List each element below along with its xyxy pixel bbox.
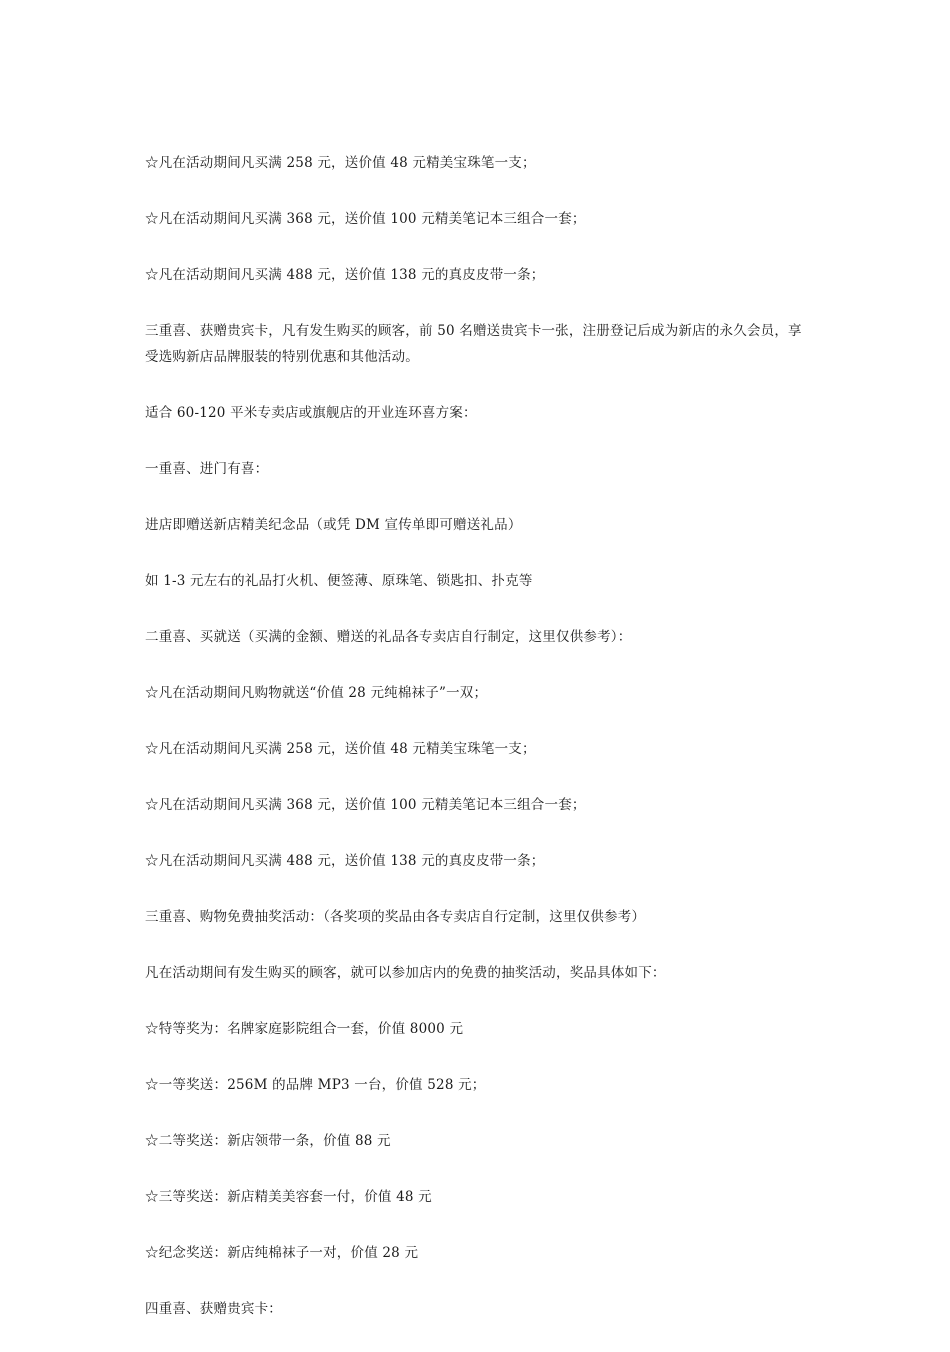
entry-gift-paragraph: 进店即赠送新店精美纪念品（或凭 DM 宣传单即可赠送礼品） — [145, 517, 522, 533]
prize-first: ☆一等奖送：256M 的品牌 MP3 一台，价值 528 元； — [145, 1077, 486, 1093]
gift-tier-258: ☆凡在活动期间凡买满 258 元，送价值 48 元精美宝珠笔一支； — [145, 155, 536, 171]
gift-tier-488: ☆凡在活动期间凡买满 488 元，送价值 138 元的真皮皮带一条； — [145, 267, 545, 283]
gift-tier-488-repeat: ☆凡在活动期间凡买满 488 元，送价值 138 元的真皮皮带一条； — [145, 853, 545, 869]
gift-examples-paragraph: 如 1-3 元左右的礼品打火机、便签薄、原珠笔、锁匙扣、扑克等 — [145, 573, 533, 589]
section-two-heading: 二重喜、买就送（买满的金额、赠送的礼品各专卖店自行制定，这里仅供参考）： — [145, 629, 632, 645]
section-one-heading: 一重喜、进门有喜： — [145, 461, 269, 477]
section-four-heading: 四重喜、获赠贵宾卡： — [145, 1301, 282, 1317]
prize-second: ☆二等奖送：新店领带一条，价值 88 元 — [145, 1133, 391, 1149]
gift-tier-258-repeat: ☆凡在活动期间凡买满 258 元，送价值 48 元精美宝珠笔一支； — [145, 741, 536, 757]
prize-souvenir: ☆纪念奖送：新店纯棉袜子一对，价值 28 元 — [145, 1245, 419, 1261]
prize-grand: ☆特等奖为：名牌家庭影院组合一套，价值 8000 元 — [145, 1021, 464, 1037]
section-three-heading: 三重喜、购物免费抽奖活动：（各奖项的奖品由各专卖店自行定制，这里仅供参考） — [145, 909, 646, 925]
gift-tier-368-repeat: ☆凡在活动期间凡买满 368 元，送价值 100 元精美笔记本三组合一套； — [145, 797, 586, 813]
vip-card-paragraph: 三重喜、获赠贵宾卡，凡有发生购买的顾客，前 50 名赠送贵宾卡一张，注册登记后成为新店的永久会员，享受选购新店品牌服装的特别优惠和其他活动。 — [145, 323, 802, 365]
prize-third: ☆三等奖送：新店精美美容套一付，价值 48 元 — [145, 1189, 432, 1205]
gift-tier-368: ☆凡在活动期间凡买满 368 元，送价值 100 元精美笔记本三组合一套； — [145, 211, 586, 227]
plan-heading: 适合 60-120 平米专卖店或旗舰店的开业连环喜方案： — [145, 405, 477, 421]
gift-socks: ☆凡在活动期间凡购物就送“价值 28 元纯棉袜子”一双； — [145, 685, 488, 701]
lottery-intro-paragraph: 凡在活动期间有发生购买的顾客，就可以参加店内的免费的抽奖活动，奖品具体如下： — [145, 965, 666, 981]
document-body — [145, 150, 815, 1352]
